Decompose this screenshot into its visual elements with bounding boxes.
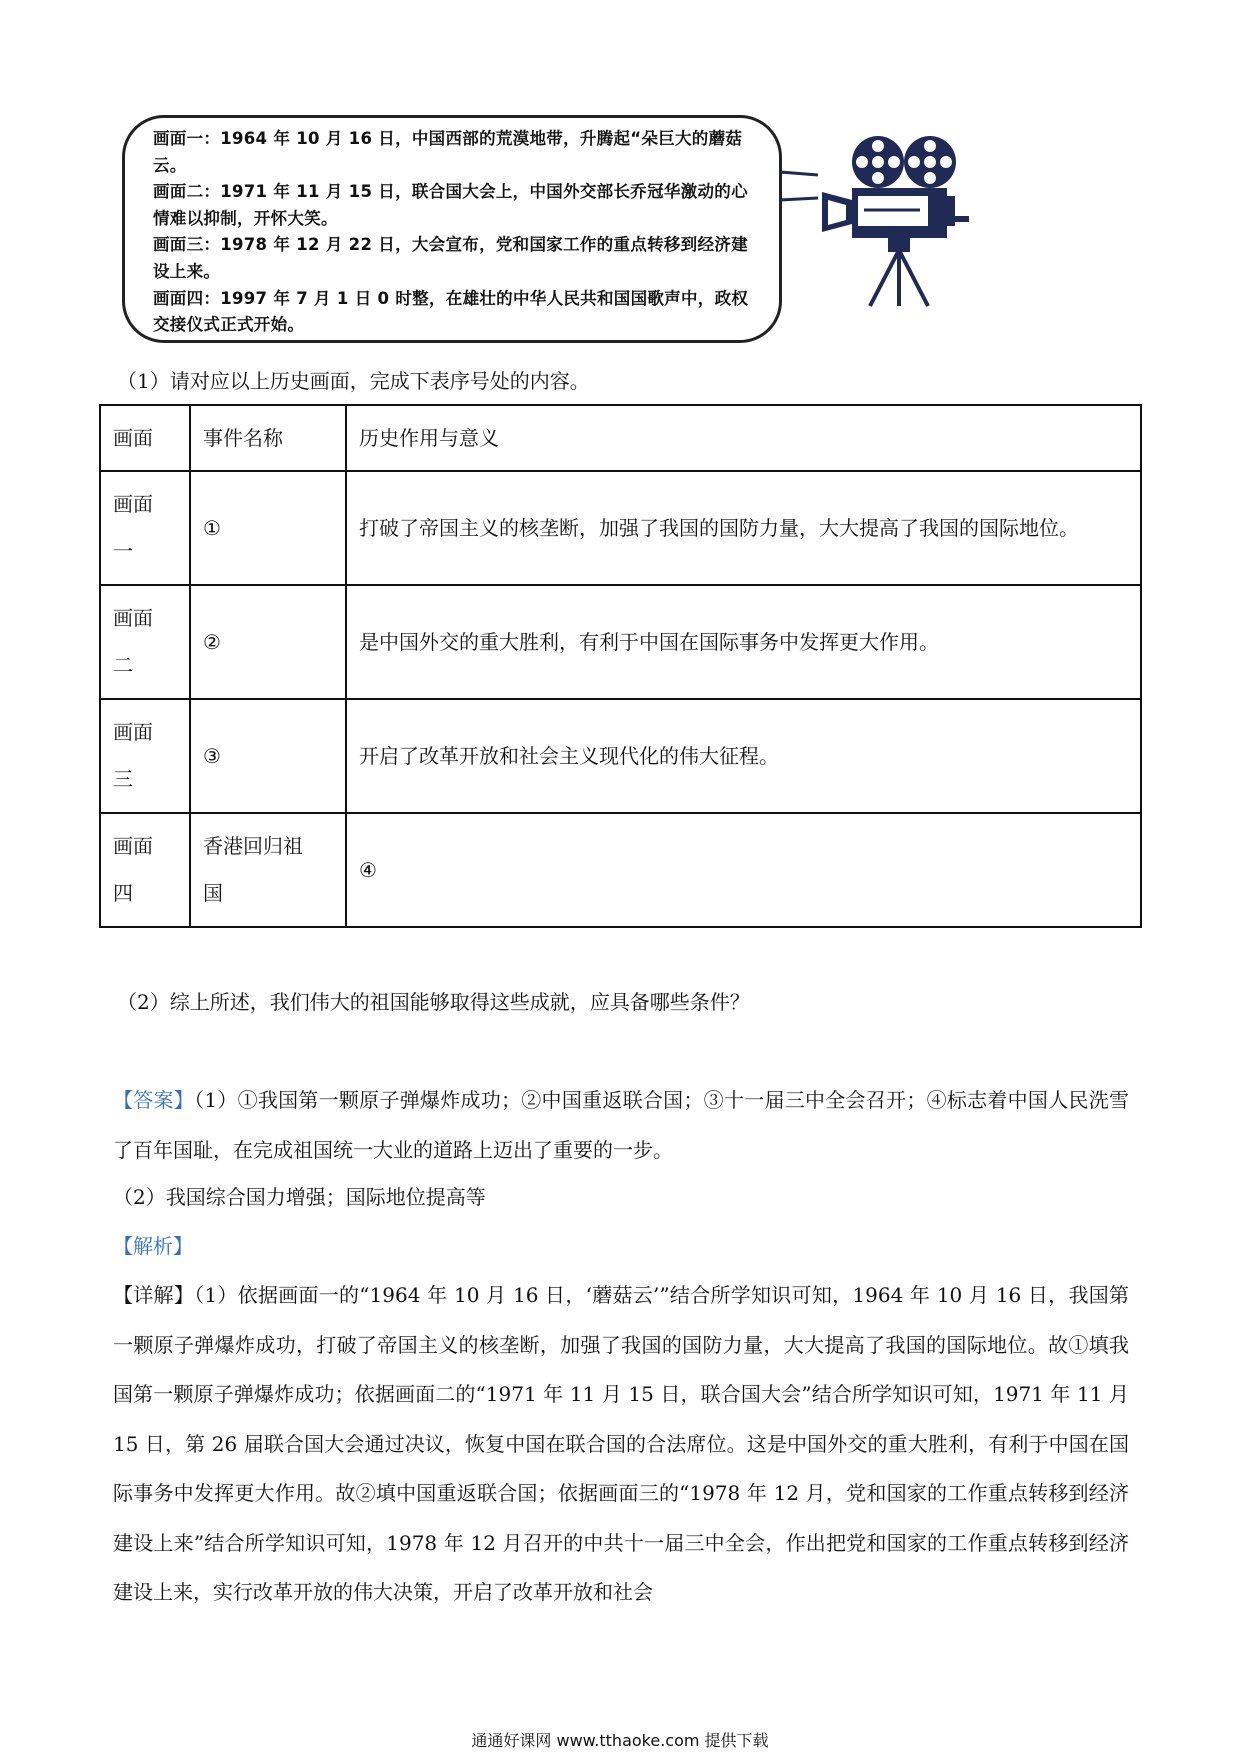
analysis-tag: 【解析】 <box>113 1234 193 1258</box>
bubble-line: 设上来。 <box>153 261 221 281</box>
answer-tag: 【答案】 <box>113 1088 195 1112</box>
answer-text: （1）①我国第一颗原子弹爆炸成功；②中国重返联合国；③十一届三中全会召开；④标志着中国人民洗雪了百年国耻，在完成祖国统一大业的道路上迈出了重要的一步。 <box>113 1088 1129 1162</box>
bubble-line: 画面四：1997 年 7 月 1 日 0 时整，在雄壮的中华人民共和国国歌声中，政权 <box>153 288 749 308</box>
header-cell: 画面 <box>100 405 190 471</box>
scene-label: 画面 <box>113 834 153 858</box>
scene-cell <box>100 699 190 813</box>
movie-camera-icon <box>770 130 980 310</box>
detail-text: （1）依据画面一的“1964 年 10 月 16 日，‘蘑菇云’”结合所学知识可知，1964 年 10 月 16 日，我国第一颗原子弹爆炸成功，打破了帝国主义的核垄断，加强了我国的国防力量，大大提高了我国的国际地位。故①填我国第一颗原子弹爆炸成功；依据画面二的“1971 年 11 月 15 日，联合国大会”结合所学知识可知，1971 年 11 月 15 日，第 26 届联合国大会通过决议，恢复中国在联合国的合法席位。这是中国外交的重大胜利，有利于中国在国际事务中发挥更大作用。故②填中国重返联合国；依据画面三的“1978 年 12 月，党和国家的工作重点转移到经济建设上来”结合所学知识可知，1978 年 12 月召开的中共十一届三中全会，作出把党和国家的工作重点转移到经济建设上来，实行改革开放的伟大决策，开启了改革开放和社会 <box>113 1283 1130 1604</box>
scene-number: 四 <box>113 881 133 905</box>
header-cell: 历史作用与意义 <box>346 405 1141 471</box>
scene-label: 画面 <box>113 492 153 516</box>
meaning-cell: 是中国外交的重大胜利，有利于中国在国际事务中发挥更大作用。 <box>346 585 1141 699</box>
bubble-line: 情难以抑制，开怀大笑。 <box>153 208 338 228</box>
scene-number: 三 <box>113 767 133 791</box>
event-cell: ① <box>190 471 346 585</box>
event-line: 国 <box>203 881 223 905</box>
table-row <box>100 585 1141 699</box>
answer-part-1 <box>113 1076 1129 1175</box>
scene-cell <box>100 471 190 585</box>
table-row <box>100 813 1141 927</box>
event-cell: ③ <box>190 699 346 813</box>
meaning-cell: 开启了改革开放和社会主义现代化的伟大征程。 <box>346 699 1141 813</box>
page-footer: 通通好课网 www.tthaoke.com 提供下载 <box>471 1731 769 1750</box>
detail-tag: 【详解】 <box>113 1283 195 1307</box>
bubble-line: 画面一：1964 年 10 月 16 日，中国西部的荒漠地带，升腾起“朵巨大的蘑菇 <box>153 129 743 148</box>
question-1: （1）请对应以上历史画面，完成下表序号处的内容。 <box>117 369 590 393</box>
scene-number: 二 <box>113 653 133 677</box>
table-row <box>100 699 1141 813</box>
question-2: （2）综上所述，我们伟大的祖国能够取得这些成就，应具备哪些条件？ <box>117 990 750 1014</box>
answer-part-2: （2）我国综合国力增强；国际地位提高等 <box>113 1185 486 1209</box>
scene-description-bubble <box>122 115 782 343</box>
meaning-cell: 打破了帝国主义的核垄断，加强了我国的国防力量，大大提高了我国的国际地位。 <box>346 471 1141 585</box>
scene-label: 画面 <box>113 606 153 630</box>
detail-paragraph <box>113 1271 1129 1618</box>
event-line: 香港回归祖 <box>203 834 303 858</box>
header-cell: 事件名称 <box>190 405 346 471</box>
table-row <box>100 471 1141 585</box>
event-cell <box>190 813 346 927</box>
bubble-line: 交接仪式正式开始。 <box>153 315 305 335</box>
analysis-heading <box>113 1222 1129 1272</box>
scene-number: 一 <box>113 539 133 563</box>
scene-label: 画面 <box>113 720 153 744</box>
scene-cell <box>100 813 190 927</box>
bubble-line: 云。 <box>153 155 187 175</box>
event-cell: ② <box>190 585 346 699</box>
history-table <box>99 404 1142 928</box>
meaning-cell: ④ <box>346 813 1141 927</box>
scene-cell <box>100 585 190 699</box>
bubble-line: 画面二：1971 年 11 月 15 日，联合国大会上，中国外交部长乔冠华激动的心 <box>153 182 748 202</box>
bubble-line: 画面三：1978 年 12 月 22 日，大会宣布，党和国家工作的重点转移到经济建 <box>153 235 748 255</box>
table-header-row <box>100 405 1141 471</box>
